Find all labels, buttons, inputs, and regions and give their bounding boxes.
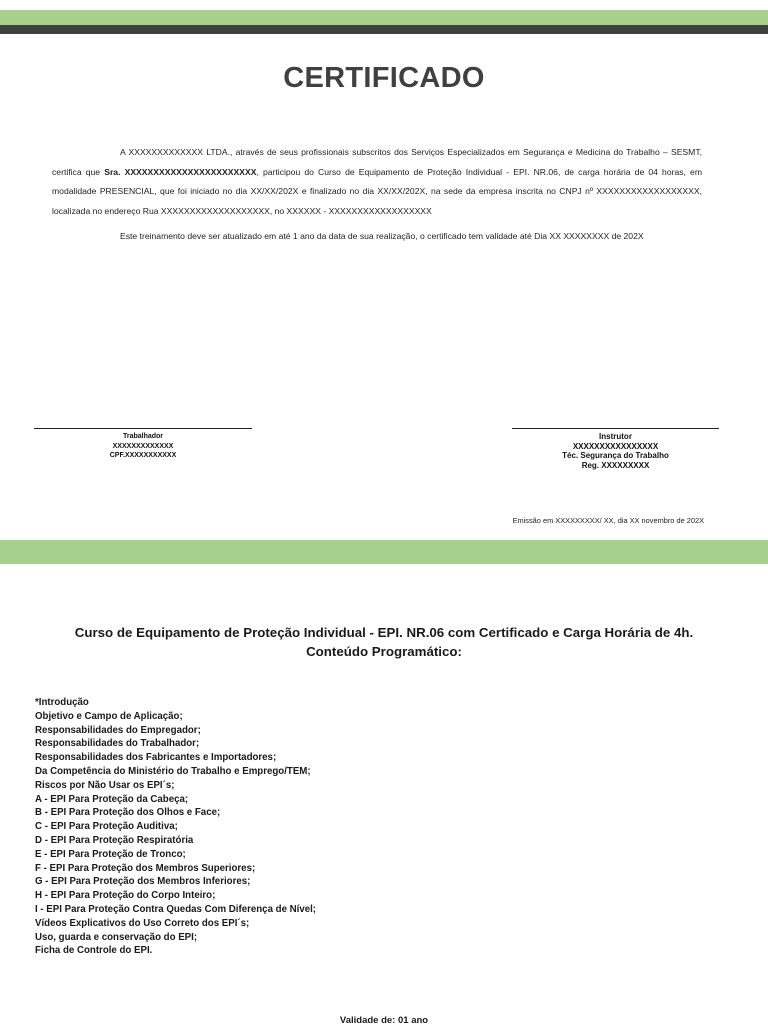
certificate-paragraph-2: Este treinamento deve ser atualizado em até 1 ano da data de sua realização, o certificado tem validade até Dia XX XXXXXXXX de 202X [120, 231, 644, 241]
syllabus-item: Objetivo e Campo de Aplicação; [35, 710, 183, 722]
participant-name: Sra. XXXXXXXXXXXXXXXXXXXXXXX [104, 166, 257, 177]
instructor-signature [512, 428, 719, 470]
syllabus-item: Responsabilidades do Trabalhador; [35, 738, 200, 750]
certificate-paragraph-1: A XXXXXXXXXXXXX LTDA., através de seus profissionais subscritos dos Serviços Especializados em Segurança e Medicina do Trabalho – SESMT, certifica que Sra. XXXXXXXXXXXXXXXXXXXXXXX, participou do Curso de Equipamento de Proteção Individual - EPI. NR.06, de carga horária de 04 horas, em modalidade PRESENCIAL, que foi iniciado no dia XX/XX/202X e finalizado no dia XX/XX/202X, na sede da empresa inscrita no CNPJ nº XXXXXXXXXXXXXXXXXX, localizada no endereço Rua XXXXXXXXXXXXXXXXXXX, no XXXXXX - XXXXXXXXXXXXXXXXXX [52, 147, 703, 216]
top-green-band [0, 10, 768, 25]
emission-date: Emissão em XXXXXXXXX/ XX, dia XX novembro de 202X [512, 516, 704, 525]
course-validity: Validade de: 01 ano [339, 1015, 429, 1026]
instructor-name: XXXXXXXXXXXXXXXX [572, 441, 659, 451]
middle-green-band [0, 540, 768, 564]
syllabus-item: G - EPI Para Proteção dos Membros Inferiores; [35, 876, 251, 888]
worker-role: Trabalhador [122, 433, 164, 440]
syllabus-item: Ficha de Controle do EPI. [35, 945, 153, 957]
syllabus-item: Riscos por Não Usar os EPI´s; [35, 779, 175, 791]
syllabus-heading: Conteúdo Programático: [306, 644, 462, 659]
top-dark-band [0, 25, 768, 34]
syllabus-item: H - EPI Para Proteção do Corpo Inteiro; [35, 890, 216, 902]
syllabus-item: Uso, guarda e conservação do EPI; [35, 931, 198, 943]
instructor-title: Téc. Segurança do Trabalho [562, 451, 669, 460]
syllabus-item: B - EPI Para Proteção dos Olhos e Face; [35, 807, 221, 819]
instructor-reg: Reg. XXXXXXXXX [581, 460, 650, 470]
worker-cpf: CPF.XXXXXXXXXXX [109, 452, 177, 459]
syllabus-item: Responsabilidades do Empregador; [35, 724, 201, 736]
syllabus-item: C - EPI Para Proteção Auditiva; [35, 821, 178, 833]
certificate-body [52, 143, 702, 247]
instructor-signature-line [512, 428, 719, 429]
course-title: Curso de Equipamento de Proteção Individual - EPI. NR.06 com Certificado e Carga Horária de 4h. [74, 625, 694, 640]
syllabus-item: Da Competência do Ministério do Trabalho e Emprego/TEM; [35, 765, 311, 777]
instructor-role: Instrutor [599, 432, 632, 441]
worker-signature [34, 428, 252, 461]
syllabus-item: A - EPI Para Proteção da Cabeça; [35, 793, 189, 805]
syllabus-item: Responsabilidades dos Fabricantes e Importadores; [35, 752, 277, 764]
certificate-title: CERTIFICADO [283, 62, 485, 94]
worker-signature-line [34, 428, 252, 429]
course-heading [40, 623, 728, 661]
syllabus-item: E - EPI Para Proteção de Tronco; [35, 848, 186, 860]
syllabus-item: I - EPI Para Proteção Contra Quedas Com Diferença de Nível; [35, 903, 317, 915]
syllabus-item: D - EPI Para Proteção Respiratória [35, 834, 194, 846]
worker-name: XXXXXXXXXXXXX [112, 442, 174, 450]
syllabus-item: F - EPI Para Proteção dos Membros Superiores; [35, 862, 256, 874]
syllabus-item: Vídeos Explicativos do Uso Correto dos EPI´s; [35, 917, 250, 929]
syllabus-item: *Introdução [35, 697, 89, 708]
syllabus-list [35, 696, 635, 958]
